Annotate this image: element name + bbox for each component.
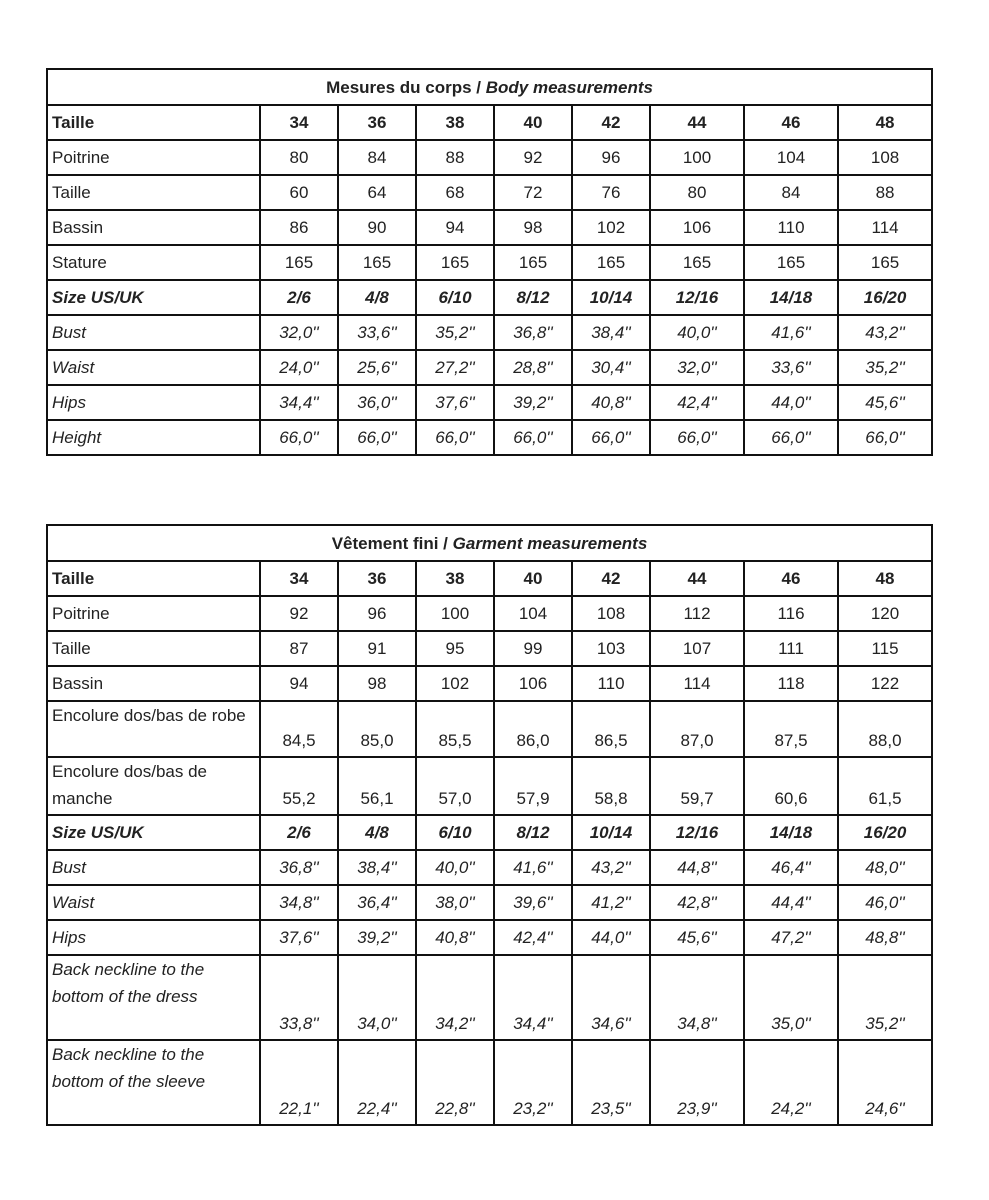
table-cell: 34 (260, 105, 338, 140)
table-cell: 87 (260, 631, 338, 666)
table-cell: 16/20 (838, 280, 932, 315)
table-row (47, 385, 932, 420)
table-cell: 36,8'' (260, 850, 338, 885)
table-cell: 32,0'' (650, 350, 744, 385)
table-cell: 44,0'' (572, 920, 650, 955)
row-label: Hips (47, 920, 260, 955)
table-cell: 46,0'' (838, 885, 932, 920)
table-cell: 88 (838, 175, 932, 210)
table-cell: 41,2'' (572, 885, 650, 920)
row-label: Poitrine (47, 596, 260, 631)
table-row (47, 561, 932, 596)
table-cell: 44,4'' (744, 885, 838, 920)
table-cell: 14/18 (744, 280, 838, 315)
table-cell: 94 (260, 666, 338, 701)
table-row (47, 885, 932, 920)
table-cell: 38 (416, 105, 494, 140)
table-cell: 165 (416, 245, 494, 280)
table-cell: 58,8 (572, 757, 650, 815)
table-cell: 33,8'' (260, 955, 338, 1040)
table-cell: 10/14 (572, 815, 650, 850)
table-cell: 38,4'' (572, 315, 650, 350)
table-cell: 44,8'' (650, 850, 744, 885)
table-title-row (47, 69, 932, 105)
row-label: Taille (47, 175, 260, 210)
table-cell: 165 (572, 245, 650, 280)
table-cell: 76 (572, 175, 650, 210)
table-cell: 96 (572, 140, 650, 175)
table-cell: 36,8'' (494, 315, 572, 350)
table-cell: 68 (416, 175, 494, 210)
table-cell: 165 (260, 245, 338, 280)
table-cell: 114 (838, 210, 932, 245)
table-cell: 40 (494, 561, 572, 596)
table-cell: 22,8'' (416, 1040, 494, 1125)
table-cell: 27,2'' (416, 350, 494, 385)
table-cell: 32,0'' (260, 315, 338, 350)
table-cell: 66,0'' (744, 420, 838, 455)
table-cell: 42 (572, 105, 650, 140)
table-cell: 34,8'' (260, 885, 338, 920)
table-cell: 2/6 (260, 815, 338, 850)
title-en: Garment measurements (452, 533, 648, 553)
table-cell: 8/12 (494, 815, 572, 850)
title-fr: Vêtement fini / (331, 533, 453, 553)
table-cell: 66,0'' (650, 420, 744, 455)
table-row (47, 140, 932, 175)
table-cell: 37,6'' (260, 920, 338, 955)
table-row (47, 245, 932, 280)
row-label: Height (47, 420, 260, 455)
table-cell: 45,6'' (838, 385, 932, 420)
table-cell: 72 (494, 175, 572, 210)
table-cell: 23,2'' (494, 1040, 572, 1125)
table-row (47, 850, 932, 885)
table-cell: 34,4'' (494, 955, 572, 1040)
table-cell: 107 (650, 631, 744, 666)
table-cell: 92 (494, 140, 572, 175)
table-cell: 100 (416, 596, 494, 631)
table-cell: 90 (338, 210, 416, 245)
table-cell: 87,5 (744, 701, 838, 757)
table-cell: 44,0'' (744, 385, 838, 420)
table-cell: 165 (338, 245, 416, 280)
table-cell: 34,8'' (650, 955, 744, 1040)
table-cell: 22,4'' (338, 1040, 416, 1125)
table-cell: 42,4'' (494, 920, 572, 955)
row-label: Encolure dos/bas de robe (47, 701, 260, 757)
table-cell: 56,1 (338, 757, 416, 815)
row-label: Bust (47, 315, 260, 350)
table-cell: 120 (838, 596, 932, 631)
row-label: Stature (47, 245, 260, 280)
table-cell: 165 (650, 245, 744, 280)
table-row (47, 596, 932, 631)
table-cell: 48 (838, 561, 932, 596)
table-cell: 98 (494, 210, 572, 245)
table-cell: 36 (338, 105, 416, 140)
garment-measurements-table (46, 524, 933, 1126)
table-cell: 66,0'' (572, 420, 650, 455)
table-cell: 100 (650, 140, 744, 175)
table-cell: 38 (416, 561, 494, 596)
table-cell: 94 (416, 210, 494, 245)
table-row (47, 350, 932, 385)
table-cell: 40,8'' (572, 385, 650, 420)
table-cell: 86,5 (572, 701, 650, 757)
table-cell: 41,6'' (494, 850, 572, 885)
table-cell: 92 (260, 596, 338, 631)
row-label: Back neckline to the bottom of the dress (47, 955, 260, 1040)
table-cell: 57,0 (416, 757, 494, 815)
row-label: Encolure dos/bas de manche (47, 757, 260, 815)
table-cell: 88,0 (838, 701, 932, 757)
table-cell: 84 (338, 140, 416, 175)
table-cell: 86 (260, 210, 338, 245)
table-row (47, 666, 932, 701)
table-cell: 60,6 (744, 757, 838, 815)
table-cell: 66,0'' (838, 420, 932, 455)
table-cell: 12/16 (650, 280, 744, 315)
table-cell: 46,4'' (744, 850, 838, 885)
table-cell: 39,2'' (338, 920, 416, 955)
table-title (47, 69, 932, 105)
table-cell: 66,0'' (416, 420, 494, 455)
title-en: Body measurements (485, 77, 653, 97)
row-label: Bassin (47, 666, 260, 701)
table-cell: 59,7 (650, 757, 744, 815)
table-row (47, 315, 932, 350)
table-cell: 108 (838, 140, 932, 175)
table-row (47, 815, 932, 850)
table-cell: 102 (416, 666, 494, 701)
row-label: Waist (47, 885, 260, 920)
table-cell: 106 (494, 666, 572, 701)
table-row (47, 175, 932, 210)
table-cell: 122 (838, 666, 932, 701)
table-cell: 38,0'' (416, 885, 494, 920)
table-cell: 95 (416, 631, 494, 666)
table-cell: 35,0'' (744, 955, 838, 1040)
table-row (47, 1040, 932, 1125)
table-cell: 34 (260, 561, 338, 596)
table-cell: 87,0 (650, 701, 744, 757)
table-cell: 66,0'' (494, 420, 572, 455)
table-cell: 23,9'' (650, 1040, 744, 1125)
table-cell: 104 (744, 140, 838, 175)
table-cell: 55,2 (260, 757, 338, 815)
table-cell: 48 (838, 105, 932, 140)
table-cell: 98 (338, 666, 416, 701)
table-cell: 115 (838, 631, 932, 666)
table-cell: 80 (260, 140, 338, 175)
table-row (47, 920, 932, 955)
table-cell: 66,0'' (338, 420, 416, 455)
table-cell: 40,0'' (650, 315, 744, 350)
table-cell: 48,8'' (838, 920, 932, 955)
table-cell: 43,2'' (838, 315, 932, 350)
table-cell: 46 (744, 561, 838, 596)
table-cell: 24,6'' (838, 1040, 932, 1125)
table-cell: 86,0 (494, 701, 572, 757)
table-cell: 91 (338, 631, 416, 666)
table-row (47, 701, 932, 757)
table-cell: 6/10 (416, 280, 494, 315)
table-cell: 60 (260, 175, 338, 210)
table-cell: 34,2'' (416, 955, 494, 1040)
table-cell: 41,6'' (744, 315, 838, 350)
row-label: Taille (47, 561, 260, 596)
table-row (47, 955, 932, 1040)
table-cell: 165 (838, 245, 932, 280)
row-label: Size US/UK (47, 280, 260, 315)
table-cell: 42 (572, 561, 650, 596)
table-row (47, 210, 932, 245)
table-cell: 84,5 (260, 701, 338, 757)
table-cell: 37,6'' (416, 385, 494, 420)
table-cell: 30,4'' (572, 350, 650, 385)
table-cell: 42,4'' (650, 385, 744, 420)
table-cell: 40,0'' (416, 850, 494, 885)
table-row (47, 631, 932, 666)
table-cell: 110 (572, 666, 650, 701)
table-cell: 64 (338, 175, 416, 210)
table-cell: 102 (572, 210, 650, 245)
table-cell: 46 (744, 105, 838, 140)
table-cell: 34,4'' (260, 385, 338, 420)
table-cell: 165 (494, 245, 572, 280)
table-cell: 118 (744, 666, 838, 701)
table-cell: 12/16 (650, 815, 744, 850)
row-label: Taille (47, 105, 260, 140)
table-cell: 96 (338, 596, 416, 631)
table-cell: 4/8 (338, 815, 416, 850)
table-cell: 39,6'' (494, 885, 572, 920)
table-cell: 103 (572, 631, 650, 666)
table-cell: 14/18 (744, 815, 838, 850)
table-cell: 42,8'' (650, 885, 744, 920)
table-title (47, 525, 932, 561)
table-row (47, 420, 932, 455)
table-cell: 45,6'' (650, 920, 744, 955)
row-label: Bust (47, 850, 260, 885)
row-label: Hips (47, 385, 260, 420)
table-cell: 10/14 (572, 280, 650, 315)
table-cell: 22,1'' (260, 1040, 338, 1125)
table-cell: 8/12 (494, 280, 572, 315)
table-cell: 104 (494, 596, 572, 631)
table-cell: 80 (650, 175, 744, 210)
table-cell: 114 (650, 666, 744, 701)
row-label: Waist (47, 350, 260, 385)
table-cell: 110 (744, 210, 838, 245)
table-cell: 36,0'' (338, 385, 416, 420)
row-label: Size US/UK (47, 815, 260, 850)
table-cell: 44 (650, 561, 744, 596)
table-cell: 34,0'' (338, 955, 416, 1040)
table-cell: 28,8'' (494, 350, 572, 385)
row-label: Taille (47, 631, 260, 666)
table-cell: 111 (744, 631, 838, 666)
title-fr: Mesures du corps / (326, 77, 486, 97)
table-cell: 88 (416, 140, 494, 175)
table-cell: 108 (572, 596, 650, 631)
table-cell: 34,6'' (572, 955, 650, 1040)
table-cell: 106 (650, 210, 744, 245)
table-row (47, 757, 932, 815)
row-label: Poitrine (47, 140, 260, 175)
table-cell: 47,2'' (744, 920, 838, 955)
row-label: Back neckline to the bottom of the sleeve (47, 1040, 260, 1125)
table-cell: 16/20 (838, 815, 932, 850)
table-cell: 57,9 (494, 757, 572, 815)
table-cell: 85,0 (338, 701, 416, 757)
table-cell: 36 (338, 561, 416, 596)
table-title-row (47, 525, 932, 561)
table-cell: 6/10 (416, 815, 494, 850)
table-cell: 24,2'' (744, 1040, 838, 1125)
table-cell: 66,0'' (260, 420, 338, 455)
table-cell: 23,5'' (572, 1040, 650, 1125)
body-measurements-table (46, 68, 933, 456)
table-row (47, 280, 932, 315)
table-cell: 85,5 (416, 701, 494, 757)
table-cell: 112 (650, 596, 744, 631)
table-cell: 99 (494, 631, 572, 666)
table-cell: 84 (744, 175, 838, 210)
table-cell: 4/8 (338, 280, 416, 315)
table-cell: 25,6'' (338, 350, 416, 385)
table-row (47, 105, 932, 140)
table-cell: 40 (494, 105, 572, 140)
table-cell: 61,5 (838, 757, 932, 815)
table-cell: 44 (650, 105, 744, 140)
table-cell: 39,2'' (494, 385, 572, 420)
row-label: Bassin (47, 210, 260, 245)
table-cell: 33,6'' (744, 350, 838, 385)
table-cell: 24,0'' (260, 350, 338, 385)
table-cell: 2/6 (260, 280, 338, 315)
table-cell: 43,2'' (572, 850, 650, 885)
table-cell: 48,0'' (838, 850, 932, 885)
table-cell: 40,8'' (416, 920, 494, 955)
table-cell: 35,2'' (838, 955, 932, 1040)
table-cell: 165 (744, 245, 838, 280)
table-cell: 35,2'' (838, 350, 932, 385)
table-cell: 36,4'' (338, 885, 416, 920)
table-cell: 35,2'' (416, 315, 494, 350)
table-cell: 116 (744, 596, 838, 631)
table-cell: 38,4'' (338, 850, 416, 885)
table-cell: 33,6'' (338, 315, 416, 350)
